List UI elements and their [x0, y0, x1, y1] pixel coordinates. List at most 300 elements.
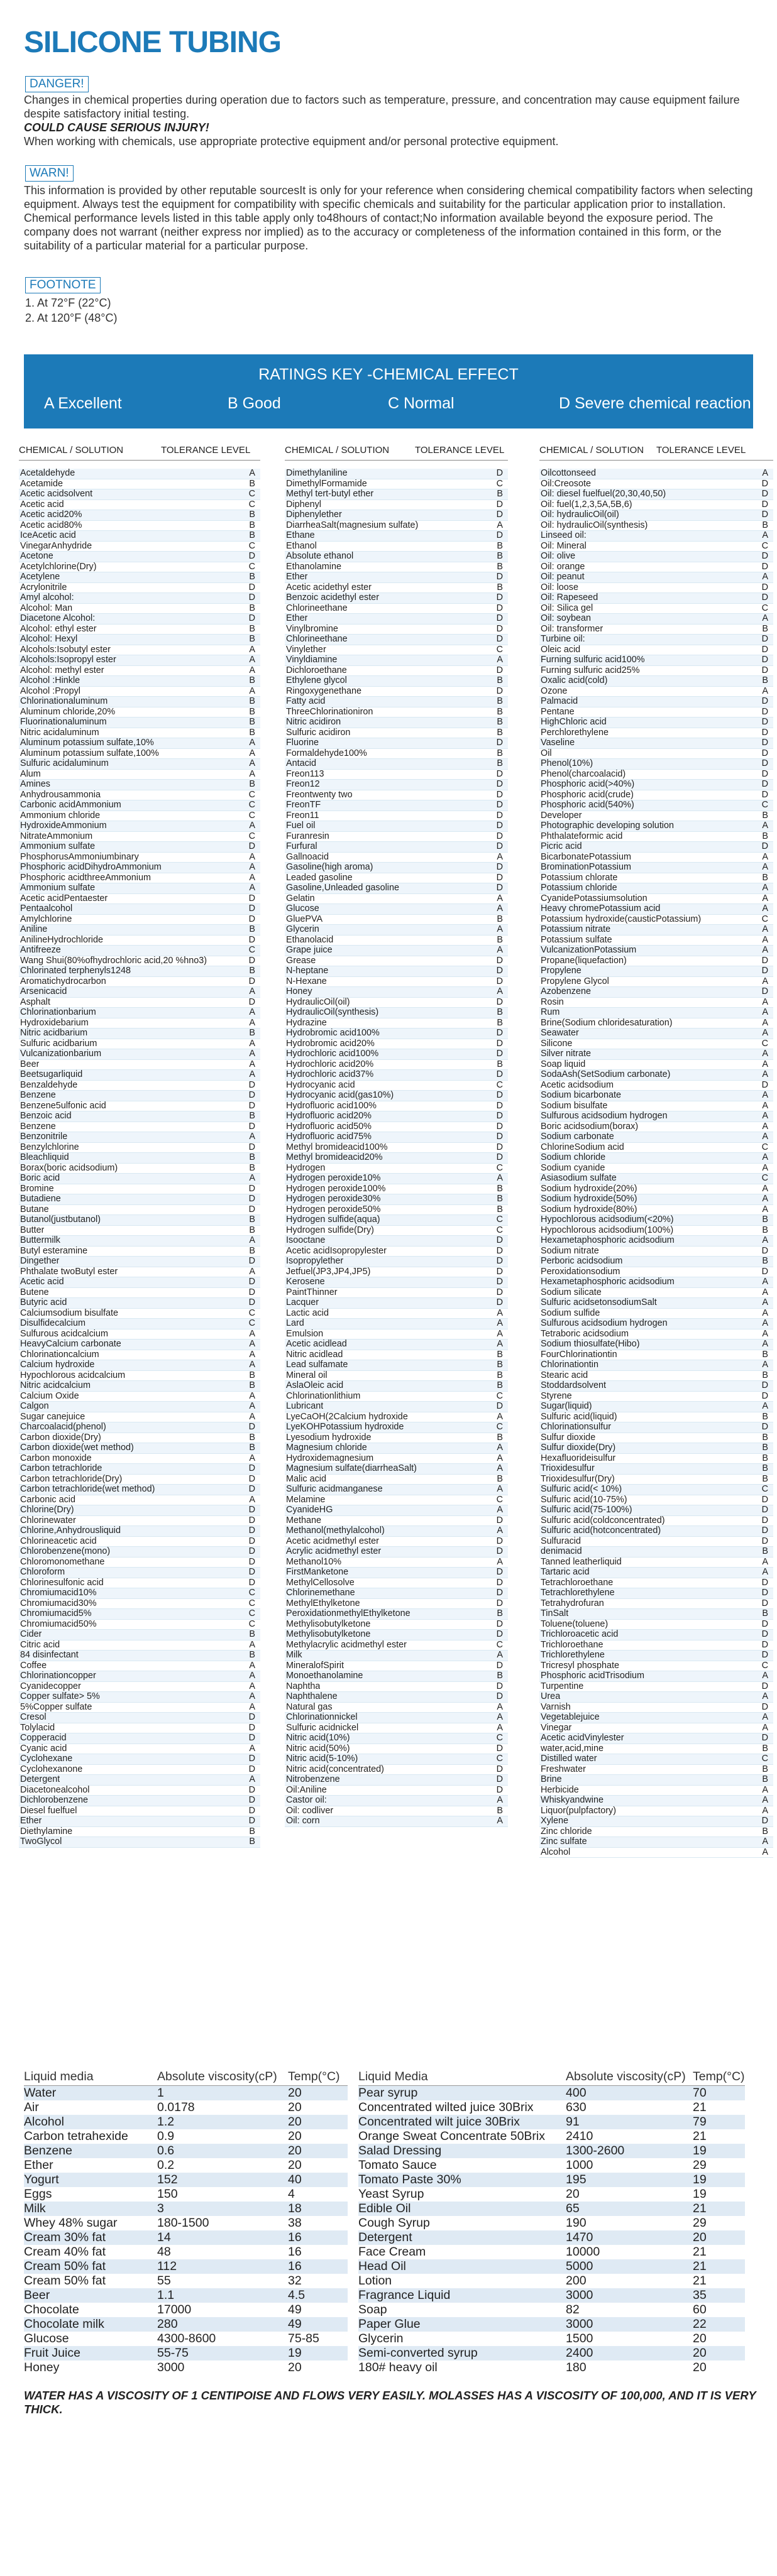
viscosity-cell: 3000	[157, 2360, 185, 2374]
chemical-row	[539, 1381, 773, 1392]
chemical-name: Acetic acidVinylester	[541, 1733, 624, 1743]
tolerance-rating: D	[248, 1297, 255, 1307]
chemical-name: Oil: hydraulicOil(oil)	[541, 510, 619, 520]
chemical-row	[539, 1288, 773, 1299]
chemical-row	[19, 655, 260, 666]
chemical-row	[19, 1288, 260, 1299]
chemical-row	[539, 1008, 773, 1018]
tolerance-rating: D	[761, 1079, 768, 1090]
chemical-row	[19, 1609, 260, 1620]
tolerance-rating: A	[762, 1049, 768, 1059]
tolerance-rating: A	[762, 1712, 768, 1722]
chemical-name: Butyric acid	[20, 1298, 67, 1307]
tolerance-rating: A	[762, 862, 768, 872]
viscosity-cell: 21	[693, 2100, 707, 2114]
viscosity-row	[24, 2158, 348, 2173]
tolerance-rating: A	[497, 1339, 503, 1349]
tolerance-rating: D	[761, 706, 768, 717]
tolerance-rating: D	[248, 934, 255, 945]
chemical-row	[19, 1132, 260, 1143]
chemical-name: Lard	[286, 1319, 304, 1328]
viscosity-row	[24, 2317, 348, 2332]
chemical-name: Chloromonomethane	[20, 1557, 105, 1567]
chemical-name: Liquor(pulpfactory)	[541, 1806, 616, 1816]
chemical-name: 84 disinfectant	[20, 1651, 79, 1660]
chemical-row	[19, 531, 260, 542]
chemical-row	[539, 1164, 773, 1174]
viscosity-cell: Salad Dressing	[358, 2144, 442, 2158]
chemical-name: Gasoline(high aroma)	[286, 863, 373, 872]
chemical-row	[285, 770, 508, 780]
chemical-name: Oil: soybean	[541, 614, 591, 623]
chemical-row	[19, 1018, 260, 1029]
viscosity-cell: Carbon tetrahexide	[24, 2129, 128, 2143]
chemical-row	[539, 510, 773, 521]
tolerance-rating: A	[497, 1795, 503, 1805]
chemical-name: Carbonic acid	[20, 1495, 75, 1505]
tolerance-rating: D	[496, 1588, 503, 1598]
tolerance-rating: A	[249, 468, 255, 478]
tolerance-rating: B	[497, 1805, 503, 1816]
chemical-name: Acetic acidlead	[286, 1340, 347, 1349]
chemical-name: Sulfurous acidsodium hydrogen	[541, 1111, 668, 1121]
tolerance-rating: D	[496, 1256, 503, 1266]
viscosity-row	[24, 2100, 348, 2115]
tolerance-rating: A	[762, 572, 768, 582]
chemical-row	[19, 1226, 260, 1236]
chemical-row	[539, 1558, 773, 1568]
chemical-row	[19, 1309, 260, 1319]
chemical-name: Ringoxygenethane	[286, 686, 362, 696]
chemical-name: Mineral oil	[286, 1370, 328, 1380]
tolerance-rating: A	[762, 976, 768, 986]
chemical-name: Grape juice	[286, 946, 333, 955]
chemical-name: Lubricant	[286, 1402, 324, 1411]
chemical-row	[539, 1775, 773, 1786]
chemical-row	[19, 1640, 260, 1651]
chemical-row	[539, 863, 773, 873]
chemical-name: Nitric acidiron	[286, 718, 341, 727]
chemical-row	[19, 666, 260, 677]
chemical-name: Glycerin	[286, 925, 319, 934]
tolerance-rating: B	[497, 675, 503, 685]
chemical-name: Ethylene glycol	[286, 676, 347, 685]
tolerance-rating: D	[496, 1774, 503, 1784]
tolerance-rating: A	[249, 1743, 255, 1754]
chemical-row	[285, 542, 508, 552]
tolerance-rating: C	[496, 1390, 503, 1401]
chemical-row	[539, 1692, 773, 1703]
chemical-row	[19, 479, 260, 490]
chemical-row	[285, 987, 508, 998]
viscosity-cell: 2400	[566, 2346, 593, 2360]
viscosity-header-row	[24, 2068, 348, 2086]
tolerance-rating: D	[761, 966, 768, 976]
viscosity-cell: Eggs	[24, 2187, 52, 2201]
chemical-row	[19, 1786, 260, 1796]
chemical-row	[19, 1744, 260, 1755]
page-title: SILICONE TUBING	[24, 26, 282, 59]
chemical-name: Tricresyl phosphate	[541, 1661, 620, 1671]
chemical-row	[285, 1599, 508, 1610]
chemical-row	[19, 1703, 260, 1713]
chemical-row	[285, 1433, 508, 1444]
chemical-row	[539, 1516, 773, 1527]
chemical-name: Cyclohexanone	[20, 1764, 83, 1774]
chemical-row	[539, 489, 773, 500]
tolerance-rating: D	[761, 1618, 768, 1629]
chemical-row	[285, 832, 508, 843]
chemical-name: Ether	[286, 614, 308, 623]
chemical-row	[19, 780, 260, 790]
tolerance-rating: D	[248, 1079, 255, 1090]
chemical-name: Nitric acid(50%)	[286, 1744, 350, 1754]
viscosity-cell: 21	[693, 2202, 707, 2215]
chemical-name: Chlorineacetic acid	[20, 1536, 97, 1546]
chemical-name: Disulfidecalcium	[20, 1319, 85, 1328]
tolerance-rating: A	[249, 1132, 255, 1142]
chemical-row	[285, 521, 508, 532]
tolerance-rating: A	[762, 1847, 768, 1857]
chemical-row	[285, 1247, 508, 1257]
chemical-name: Trichloroethane	[541, 1640, 603, 1650]
chemical-row	[539, 1640, 773, 1651]
tolerance-rating: B	[762, 1774, 768, 1784]
chemical-row	[285, 1288, 508, 1299]
ratings-key-title: RATINGS KEY -CHEMICAL EFFECT	[258, 366, 519, 383]
chemical-row	[539, 1733, 773, 1744]
tolerance-rating: D	[496, 1142, 503, 1152]
chemical-row	[19, 1236, 260, 1247]
chemical-name: Aluminum potassium sulfate,100%	[20, 748, 159, 758]
chemical-row	[539, 1070, 773, 1081]
chemical-name: Vegetablejuice	[541, 1713, 600, 1722]
chemical-name: Amyl alcohol:	[20, 593, 74, 603]
chemical-row	[19, 863, 260, 873]
chemical-name: Diacetone Alcohol:	[20, 614, 96, 623]
tolerance-rating: A	[762, 851, 768, 862]
chemical-row	[19, 1671, 260, 1682]
tolerance-rating: D	[496, 1090, 503, 1100]
tolerance-rating: D	[496, 831, 503, 841]
tolerance-rating: B	[249, 1836, 255, 1847]
viscosity-cell: 1500	[566, 2332, 593, 2345]
tolerance-rating: D	[761, 1639, 768, 1650]
viscosity-cell: 21	[693, 2274, 707, 2288]
tolerance-rating: B	[497, 1608, 503, 1618]
tolerance-rating: D	[496, 976, 503, 986]
viscosity-row	[24, 2129, 348, 2144]
chemical-name: Hydrogen	[286, 1163, 326, 1173]
chemical-name: Tetrachlorethylene	[541, 1588, 615, 1598]
tolerance-rating: B	[762, 1743, 768, 1754]
chemical-name: Magnesium chloride	[286, 1443, 367, 1453]
chemical-row	[285, 1236, 508, 1247]
chemical-name: Bleachliquid	[20, 1153, 69, 1162]
tolerance-rating: D	[496, 1784, 503, 1795]
chemical-name: Diethylamine	[20, 1826, 73, 1836]
tolerance-rating: D	[496, 1577, 503, 1588]
chemical-row	[19, 842, 260, 853]
tolerance-rating: D	[248, 1484, 255, 1494]
chemical-name: Alum	[20, 769, 41, 779]
chemical-name: Sulfur dioxide(Dry)	[541, 1443, 616, 1453]
chemical-row	[19, 1578, 260, 1589]
tolerance-rating: D	[761, 655, 768, 665]
rating-normal: C Normal	[388, 395, 455, 412]
chemical-name: Seawater	[541, 1029, 579, 1038]
chemical-row	[539, 1630, 773, 1640]
chemical-name: Phosphoric acidthreeAmmonium	[20, 873, 151, 883]
chemical-name: Alcohol :Hinkle	[20, 676, 80, 685]
chemical-row	[539, 1143, 773, 1154]
viscosity-cell: 20	[693, 2230, 707, 2244]
viscosity-cell: 20	[566, 2187, 580, 2201]
chemical-name: Phthalate twoButyl ester	[20, 1267, 118, 1277]
chemical-row	[19, 728, 260, 739]
viscosity-cell: 21	[693, 2259, 707, 2273]
chemical-row	[19, 604, 260, 614]
viscosity-cell: 19	[693, 2144, 707, 2158]
chemical-name: Carbonic acidAmmonium	[20, 800, 121, 810]
tolerance-rating: D	[761, 551, 768, 561]
chemical-row	[285, 925, 508, 936]
chemical-row	[285, 1350, 508, 1361]
chemical-name: Phosphoric acid(>40%)	[541, 780, 635, 789]
tolerance-rating: C	[496, 1214, 503, 1225]
tolerance-rating: D	[496, 966, 503, 976]
viscosity-cell: Honey	[24, 2360, 60, 2374]
tolerance-rating: B	[249, 1370, 255, 1380]
tolerance-rating: C	[248, 540, 255, 551]
tolerance-rating: B	[762, 1826, 768, 1836]
chemical-row	[19, 562, 260, 573]
chemical-name: Hydrogen peroxide10%	[286, 1174, 381, 1183]
chemical-name: Sulfuric acidmanganese	[286, 1485, 383, 1494]
tolerance-rating: D	[761, 561, 768, 572]
chemical-row	[539, 1309, 773, 1319]
chemical-row	[285, 562, 508, 573]
chemical-row	[19, 873, 260, 884]
viscosity-cell: 49	[288, 2317, 302, 2331]
viscosity-cell: 190	[566, 2216, 587, 2230]
chemical-name: Potassium chlorate	[541, 873, 618, 883]
viscosity-cell: Milk	[24, 2202, 46, 2215]
chemical-name: Azobenzene	[541, 987, 592, 996]
chemical-row	[539, 1402, 773, 1412]
viscosity-cell: Ether	[24, 2158, 53, 2172]
tolerance-rating: A	[497, 1556, 503, 1567]
chemical-row	[285, 790, 508, 801]
danger-section	[24, 93, 753, 148]
chemical-row	[539, 832, 773, 843]
chemical-name: Phosphoric acid(540%)	[541, 800, 634, 810]
tolerance-rating: D	[248, 1515, 255, 1525]
chemical-name: Alcohol: Hexyl	[20, 635, 78, 644]
chemical-name: Phosphoric acidTrisodium	[541, 1671, 645, 1681]
tolerance-rating: D	[496, 800, 503, 810]
chemical-row	[19, 1329, 260, 1340]
chemical-row	[539, 770, 773, 780]
viscosity-cell: 20	[288, 2158, 302, 2172]
tolerance-rating: B	[249, 1650, 255, 1660]
chemical-name: Sodium hydroxide(50%)	[541, 1194, 637, 1204]
viscosity-cell: 35	[693, 2288, 707, 2302]
danger-label: DANGER!	[25, 76, 89, 92]
chemical-row	[539, 697, 773, 707]
chemical-name: Stoddardsolvent	[541, 1381, 607, 1390]
chemical-name: Oil: peanut	[541, 572, 585, 582]
chemical-row	[539, 1039, 773, 1050]
viscosity-header-cell: Liquid Media	[358, 2070, 428, 2083]
chemical-row	[285, 1723, 508, 1734]
viscosity-cell: 29	[693, 2216, 707, 2230]
tolerance-rating: D	[496, 810, 503, 821]
chemical-name: Detergent	[20, 1775, 60, 1784]
tolerance-rating: D	[761, 758, 768, 768]
chemical-row	[539, 759, 773, 770]
tolerance-rating: B	[497, 914, 503, 924]
chemical-name: Toluene(toluene)	[541, 1619, 609, 1629]
chemical-row	[285, 1547, 508, 1558]
chemical-row	[539, 1526, 773, 1537]
chemical-name: HydroxideAmmonium	[20, 821, 107, 831]
chemical-name: Vinyldiamine	[286, 655, 338, 665]
tolerance-rating: A	[249, 1639, 255, 1650]
chemical-name: MethylCellosolve	[286, 1578, 355, 1588]
chemical-row	[539, 572, 773, 583]
chemical-name: Furfural	[286, 842, 317, 851]
chemical-name: Chlorinemethane	[286, 1588, 355, 1598]
chemical-row	[539, 1682, 773, 1693]
tolerance-rating: D	[496, 872, 503, 883]
tolerance-rating: A	[497, 986, 503, 996]
chemical-name: Ethanolacid	[286, 935, 334, 945]
chemical-row	[19, 977, 260, 988]
tolerance-rating: D	[248, 592, 255, 603]
chemical-row	[539, 1786, 773, 1796]
viscosity-cell: 0.9	[157, 2129, 175, 2143]
chemical-row	[19, 614, 260, 625]
chemical-row	[285, 853, 508, 863]
chemical-row	[285, 489, 508, 500]
tolerance-rating: B	[497, 1194, 503, 1204]
viscosity-cell: 91	[566, 2115, 580, 2129]
tolerance-rating: D	[761, 665, 768, 675]
chemical-name: Ammonium chloride	[20, 810, 101, 821]
chemical-row	[539, 894, 773, 905]
chemical-row	[539, 1816, 773, 1827]
viscosity-cell: 19	[693, 2187, 707, 2201]
chemical-row	[19, 1620, 260, 1630]
chemical-name: Oil: corn	[286, 1816, 320, 1826]
tolerance-rating: D	[761, 955, 768, 966]
chemical-name: TinSalt	[541, 1609, 569, 1618]
chemical-row	[285, 604, 508, 614]
tolerance-rating: B	[762, 1546, 768, 1556]
tolerance-rating: B	[497, 696, 503, 706]
tolerance-rating: A	[249, 1235, 255, 1245]
viscosity-cell: 4.5	[288, 2288, 306, 2302]
chemical-row	[539, 1018, 773, 1029]
chemical-row	[285, 1257, 508, 1267]
footnote-list	[25, 295, 117, 325]
tolerance-rating: A	[497, 1525, 503, 1536]
chemical-name: HydraulicOil(synthesis)	[286, 1008, 379, 1017]
viscosity-row	[358, 2360, 745, 2375]
chemical-name: Benzylchlorine	[20, 1142, 79, 1152]
tolerance-rating: B	[249, 1214, 255, 1225]
chemical-name: Asiasodium sulfate	[541, 1174, 617, 1183]
chemical-row	[285, 1049, 508, 1060]
viscosity-row	[24, 2202, 348, 2216]
chemical-name: Chlorinesulfonic acid	[20, 1578, 104, 1588]
tolerance-rating: D	[496, 468, 503, 478]
viscosity-header-cell: Absolute viscosity(cP)	[566, 2070, 686, 2083]
chemical-name: Acrylonitrile	[20, 582, 67, 592]
chemical-name: Zinc sulfate	[541, 1837, 587, 1847]
chemical-name: Furanresin	[286, 831, 329, 841]
viscosity-cell: Cream 50% fat	[24, 2274, 106, 2288]
chemical-row	[19, 697, 260, 707]
chemical-name: Vulcanizationbarium	[20, 1049, 102, 1059]
chemical-row	[19, 1412, 260, 1423]
chemical-name: Calciumsodium bisulfate	[20, 1308, 118, 1318]
tolerance-rating: B	[762, 1473, 768, 1484]
chemical-row	[19, 915, 260, 925]
viscosity-table-left	[24, 2068, 348, 2375]
chemical-name: Malic acid	[286, 1474, 326, 1484]
chemical-name: Diphenylether	[286, 510, 342, 520]
tolerance-rating: D	[248, 1805, 255, 1816]
chemical-name: Aluminum chloride,20%	[20, 707, 116, 717]
tolerance-rating: B	[497, 748, 503, 758]
chemical-name: AslaOleic acid	[286, 1381, 344, 1390]
chemical-row	[285, 1775, 508, 1786]
chemical-name: Citric acid	[20, 1640, 60, 1650]
tolerance-rating: D	[248, 1577, 255, 1588]
viscosity-cell: 1.2	[157, 2115, 175, 2129]
tolerance-rating: D	[248, 1567, 255, 1577]
chemical-row	[19, 1568, 260, 1578]
chemical-header: CHEMICAL / SOLUTION	[285, 445, 390, 456]
viscosity-cell: 20	[693, 2360, 707, 2374]
viscosity-cell: 20	[288, 2144, 302, 2158]
chemical-row	[539, 1837, 773, 1848]
tolerance-rating: B	[497, 1017, 503, 1028]
chemical-row	[19, 469, 260, 479]
chemical-row	[285, 1733, 508, 1744]
tolerance-rating: D	[761, 841, 768, 851]
chemical-name: Sodium chloride	[541, 1153, 606, 1162]
chemical-name: Wang Shui(80%ofhydrochloric acid,20 %hno3)	[20, 956, 207, 966]
tolerance-rating: D	[761, 1733, 768, 1743]
viscosity-cell: 1.1	[157, 2288, 175, 2302]
chemical-name: Turbine oil:	[541, 635, 585, 644]
chemical-name: Oil: hydraulicOil(synthesis)	[541, 520, 648, 530]
chemical-row	[539, 1184, 773, 1195]
chemical-name: Aromatichydrocarbon	[20, 976, 106, 986]
tolerance-rating: C	[496, 1639, 503, 1650]
tolerance-rating: B	[249, 520, 255, 530]
chemical-name: Freon12	[286, 780, 320, 789]
chemical-name: Ammonium sulfate	[20, 883, 96, 893]
chemical-name: Cyanidecopper	[20, 1681, 81, 1691]
chemical-name: Acetaldehyde	[20, 469, 75, 478]
chemical-name: Butadiene	[20, 1194, 61, 1204]
chemical-row	[19, 1257, 260, 1267]
chemical-row	[19, 1143, 260, 1154]
